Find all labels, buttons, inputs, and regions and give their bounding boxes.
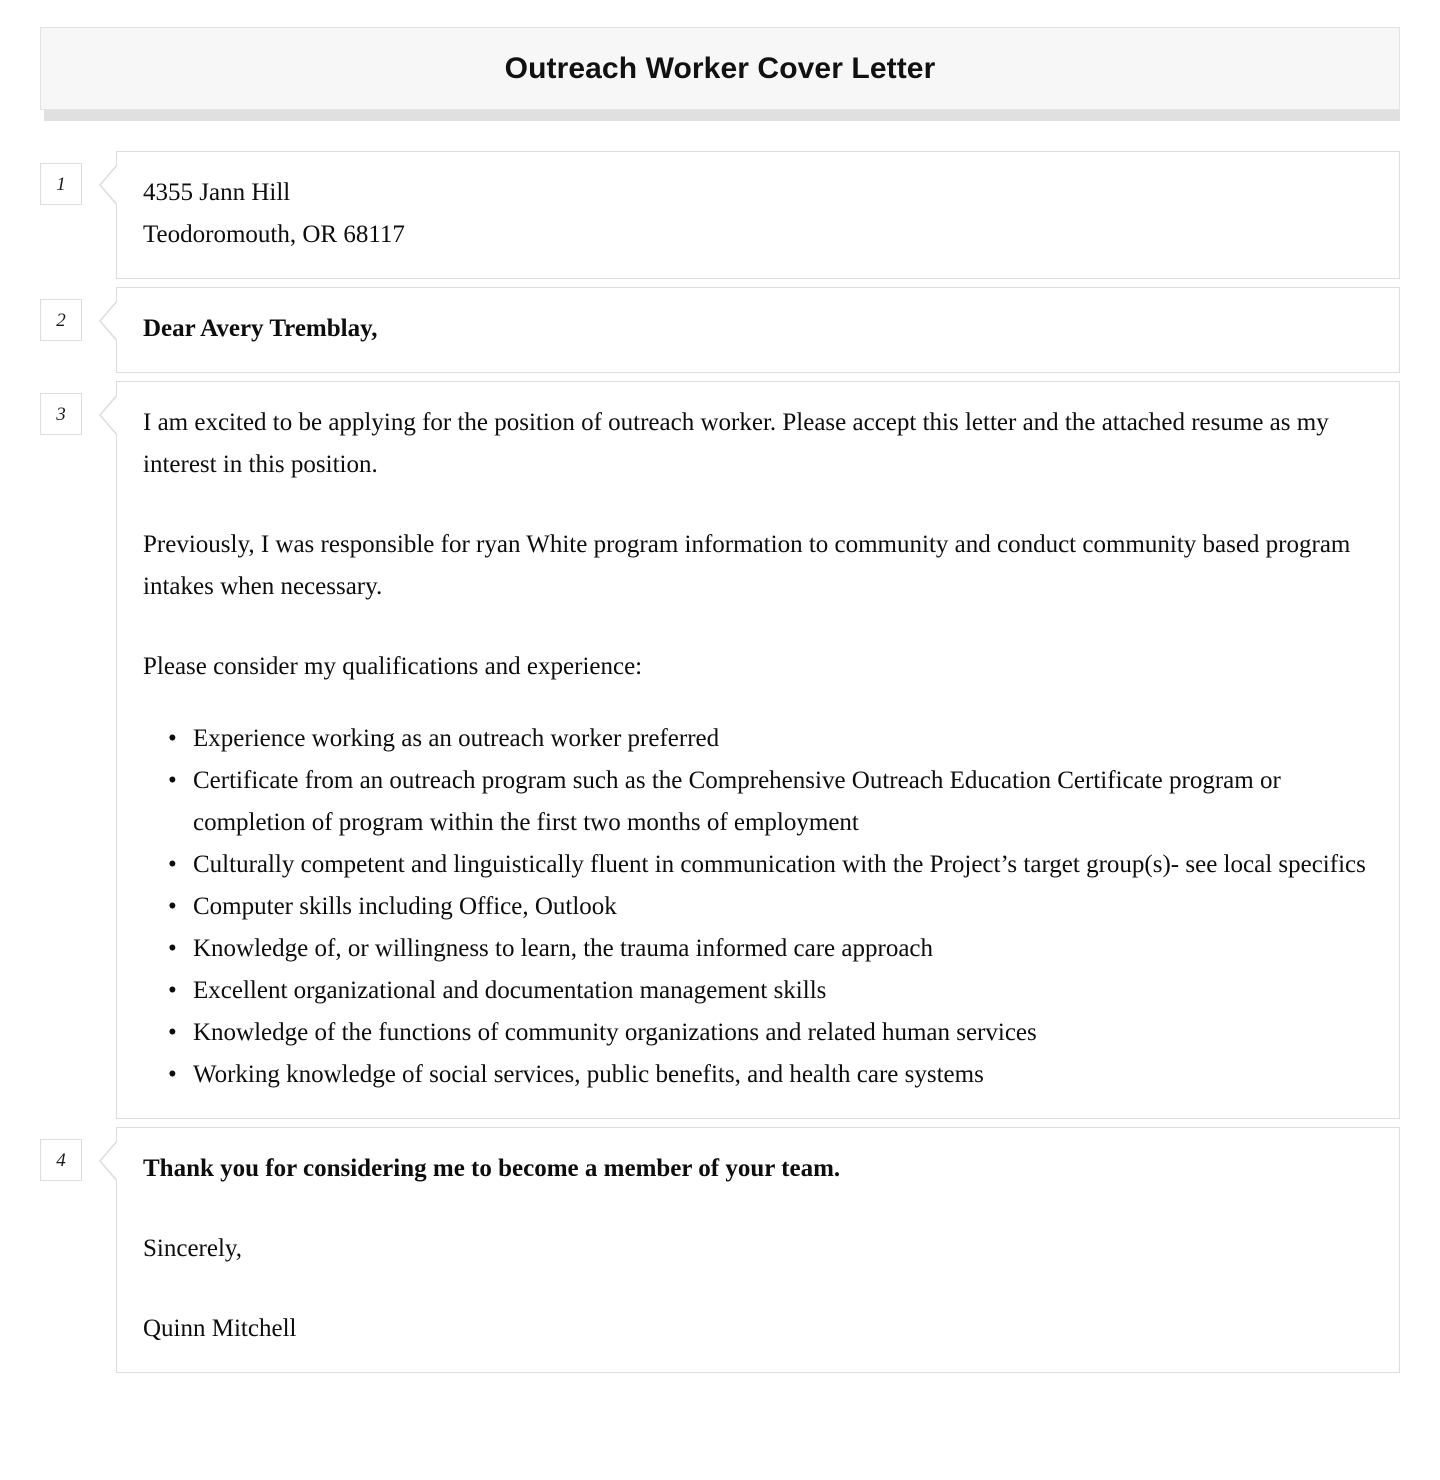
- address-line-2: Teodoromouth, OR 68117: [143, 221, 405, 248]
- list-item-label: Culturally competent and linguistically fluent in communication with the Project’s target group(s)- see local specifics: [193, 851, 1366, 878]
- bullet-icon: •: [168, 1019, 177, 1046]
- list-item: [143, 886, 1373, 928]
- list-item-label: Certificate from an outreach program such as the Comprehensive Outreach Education Certificate program or completion of program within the first two months of employment: [193, 767, 1281, 836]
- notch-fill-icon: [101, 300, 119, 342]
- letter-block-closing: [40, 1127, 1400, 1373]
- bullet-icon: •: [168, 977, 177, 1004]
- list-item: [143, 760, 1373, 844]
- block-content-address: [116, 151, 1400, 279]
- list-item: [143, 970, 1373, 1012]
- letter-blocks: [0, 151, 1440, 1373]
- body-paragraph-1: I am excited to be applying for the position of outreach worker. Please accept this letter and the attached resume as my interest in this position.: [143, 409, 1329, 478]
- header-bar: [40, 27, 1400, 110]
- page-title: Outreach Worker Cover Letter: [504, 51, 936, 85]
- bullet-icon: •: [168, 725, 177, 752]
- notch-fill-icon: [101, 164, 119, 206]
- body-paragraph-2: Previously, I was responsible for ryan White program information to community and conduct community based program intakes when necessary.: [143, 531, 1351, 600]
- list-item: [143, 718, 1373, 760]
- block-content-salutation: [116, 287, 1400, 373]
- list-item-label: Experience working as an outreach worker preferred: [193, 725, 720, 752]
- letter-block-body: [40, 381, 1400, 1119]
- block-marker-4: 4: [40, 1139, 82, 1181]
- list-item-label: Working knowledge of social services, public benefits, and health care systems: [193, 1061, 984, 1088]
- list-item-label: Computer skills including Office, Outlook: [193, 893, 617, 920]
- block-content-closing: [116, 1127, 1400, 1373]
- cover-letter-page: [0, 27, 1440, 1373]
- bullet-icon: •: [168, 893, 177, 920]
- block-marker-2: 2: [40, 299, 82, 341]
- closing-signature: Quinn Mitchell: [143, 1315, 297, 1342]
- document-header: [40, 27, 1400, 110]
- qualifications-list: [143, 718, 1373, 1096]
- letter-block-salutation: [40, 287, 1400, 373]
- closing-thanks: Thank you for considering me to become a member of your team.: [143, 1155, 841, 1182]
- list-item: [143, 844, 1373, 886]
- letter-block-address: [40, 151, 1400, 279]
- block-content-body: [116, 381, 1400, 1119]
- list-item-label: Knowledge of the functions of community organizations and related human services: [193, 1019, 1037, 1046]
- bullet-icon: •: [168, 1061, 177, 1088]
- block-marker-3: 3: [40, 393, 82, 435]
- address-line-1: 4355 Jann Hill: [143, 179, 291, 206]
- bullet-icon: •: [168, 935, 177, 962]
- header-underbar-divider: [44, 110, 1400, 121]
- body-paragraph-3: Please consider my qualifications and experience:: [143, 653, 643, 680]
- bullet-icon: •: [168, 851, 177, 878]
- notch-fill-icon: [101, 394, 119, 436]
- list-item-label: Knowledge of, or willingness to learn, the trauma informed care approach: [193, 935, 934, 962]
- notch-fill-icon: [101, 1140, 119, 1182]
- list-item-label: Excellent organizational and documentation management skills: [193, 977, 827, 1004]
- salutation-text: Dear Avery Tremblay,: [143, 315, 378, 342]
- bullet-icon: •: [168, 767, 177, 794]
- closing-signoff: Sincerely,: [143, 1235, 243, 1262]
- list-item: [143, 1012, 1373, 1054]
- list-item: [143, 928, 1373, 970]
- list-item: [143, 1054, 1373, 1096]
- block-marker-1: 1: [40, 163, 82, 205]
